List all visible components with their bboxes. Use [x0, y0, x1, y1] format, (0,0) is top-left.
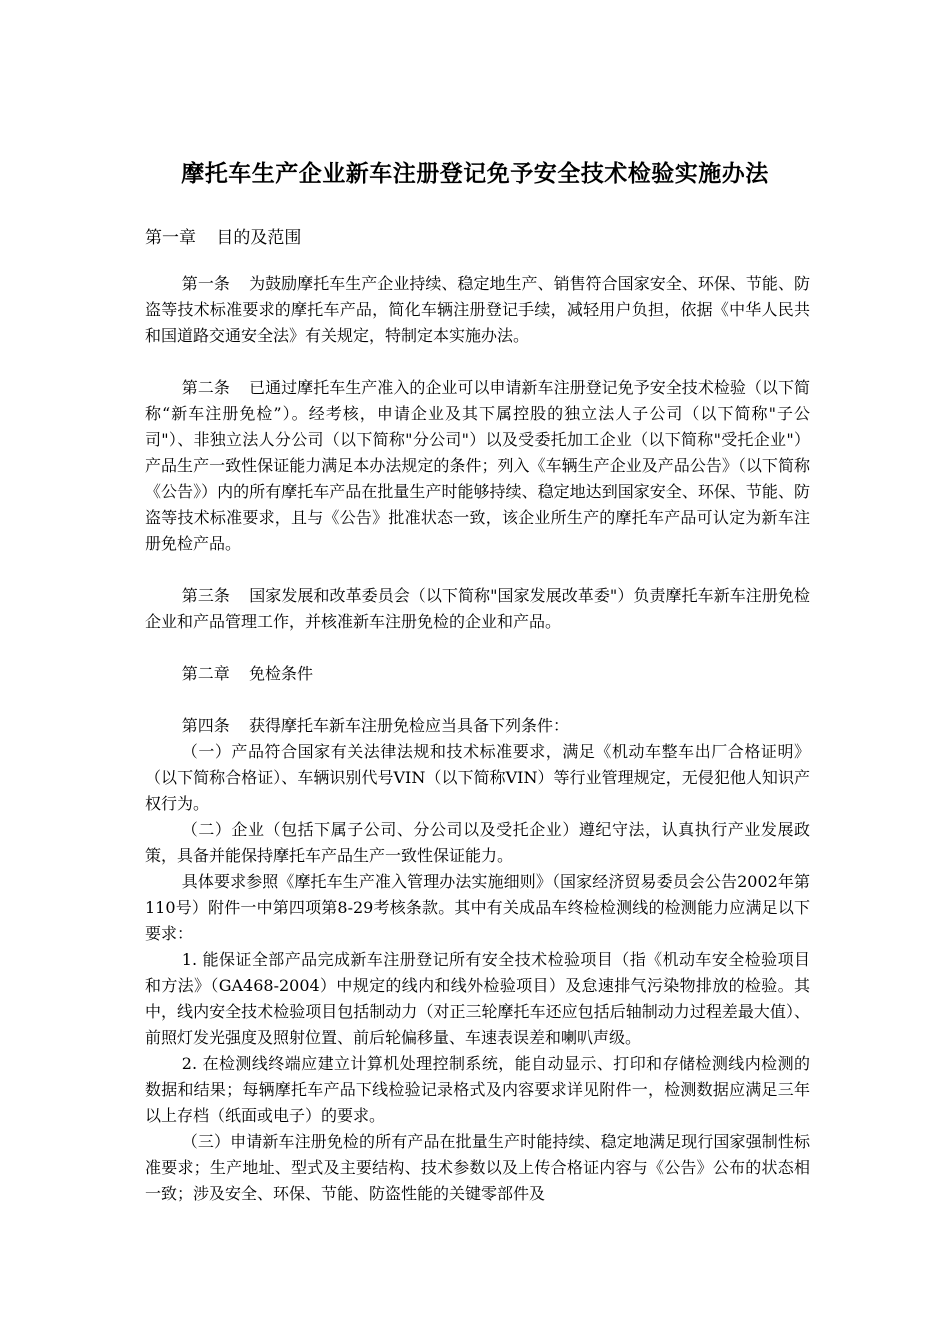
- article-3-text: 国家发展和改革委员会（以下简称"国家发展改革委"）负责摩托车新车注册免检企业和产品管理工作，并核准新车注册免检的企业和产品。: [145, 586, 810, 631]
- condition-item-2: （二）企业（包括下属子公司、分公司以及受托企业）遵纪守法，认真执行产业发展政策，具备并能保持摩托车产品生产一致性保证能力。: [145, 820, 810, 865]
- article-2-text: 已通过摩托车生产准入的企业可以申请新车注册登记免予安全技术检验（以下简称“新车注册免检”）。经考核，申请企业及其下属控股的独立法人子公司（以下简称"子公司"）、非独立法人分公司（以下简称"分公司"）以及受委托加工企业（以下简称"受托企业"）产品生产一致性保证能力满足本办法规定的条件；列入《车辆生产企业及产品公告》（以下简称《公告》）内的所有摩托车产品在批量生产时能够持续、稳定地达到国家安全、环保、节能、防盗等技术标准要求，且与《公告》批准状态一致，该企业所生产的摩托车产品可认定为新车注册免检产品。: [145, 378, 810, 553]
- requirement-2: 2. 在检测线终端应建立计算机处理控制系统，能自动显示、打印和存储检测线内检测的数据和结果；每辆摩托车产品下线检验记录格式及内容要求详见附件一，检测数据应满足三年以上存档（纸面或电子）的要求。: [145, 1054, 810, 1125]
- chapter-2-title: 免检条件: [249, 664, 314, 683]
- chapter-2-heading: [145, 661, 810, 687]
- article-1: [145, 271, 810, 349]
- article-1-label: 第一条: [181, 274, 230, 293]
- article-2: [145, 375, 810, 557]
- requirement-1: 1. 能保证全部产品完成新车注册登记所有安全技术检验项目（指《机动车安全检验项目和方法》（GA468-2004）中规定的线内和线外检验项目）及怠速排气污染物排放的检验。其中，线内安全技术检验项目包括制动力（对正三轮摩托车还应包括后轴制动力过程差最大值）、前照灯发光强度及照射位置、前后轮偏移量、车速表误差和喇叭声级。: [145, 950, 810, 1047]
- article-3-label: 第三条: [181, 586, 230, 605]
- article-4-label: 第四条: [181, 716, 230, 735]
- condition-requirements: 具体要求参照《摩托车生产准入管理办法实施细则》（国家经济贸易委员会公告2002年第110号）附件一中第四项第8-29考核条款。其中有关成品车终检检测线的检测能力应满足以下要求：: [145, 872, 810, 943]
- chapter-2-label: 第二章: [181, 664, 230, 683]
- condition-item-1: （一）产品符合国家有关法律法规和技术标准要求，满足《机动车整车出厂合格证明》（以下简称合格证）、车辆识别代号VIN（以下简称VIN）等行业管理规定，无侵犯他人知识产权行为。: [145, 742, 810, 813]
- condition-item-3: （三）申请新车注册免检的所有产品在批量生产时能持续、稳定地满足现行国家强制性标准要求；生产地址、型式及主要结构、技术参数以及上传合格证内容与《公告》公布的状态相一致；涉及安全、环保、节能、防盗性能的关键零部件及: [145, 1132, 810, 1203]
- article-4: [145, 713, 810, 739]
- article-2-label: 第二条: [181, 378, 230, 397]
- document-body: [145, 271, 810, 1207]
- article-3: [145, 583, 810, 635]
- chapter-1-heading: [145, 225, 301, 251]
- chapter-1-title: 目的及范围: [216, 228, 302, 248]
- article-1-text: 为鼓励摩托车生产企业持续、稳定地生产、销售符合国家安全、环保、节能、防盗等技术标准要求的摩托车产品，简化车辆注册登记手续，减轻用户负担，依据《中华人民共和国道路交通安全法》有关规定，特制定本实施办法。: [145, 274, 810, 345]
- page-title: 摩托车生产企业新车注册登记免予安全技术检验实施办法: [181, 161, 769, 187]
- article-4-text: 获得摩托车新车注册免检应当具备下列条件：: [249, 716, 570, 735]
- chapter-1-label: 第一章: [145, 228, 196, 248]
